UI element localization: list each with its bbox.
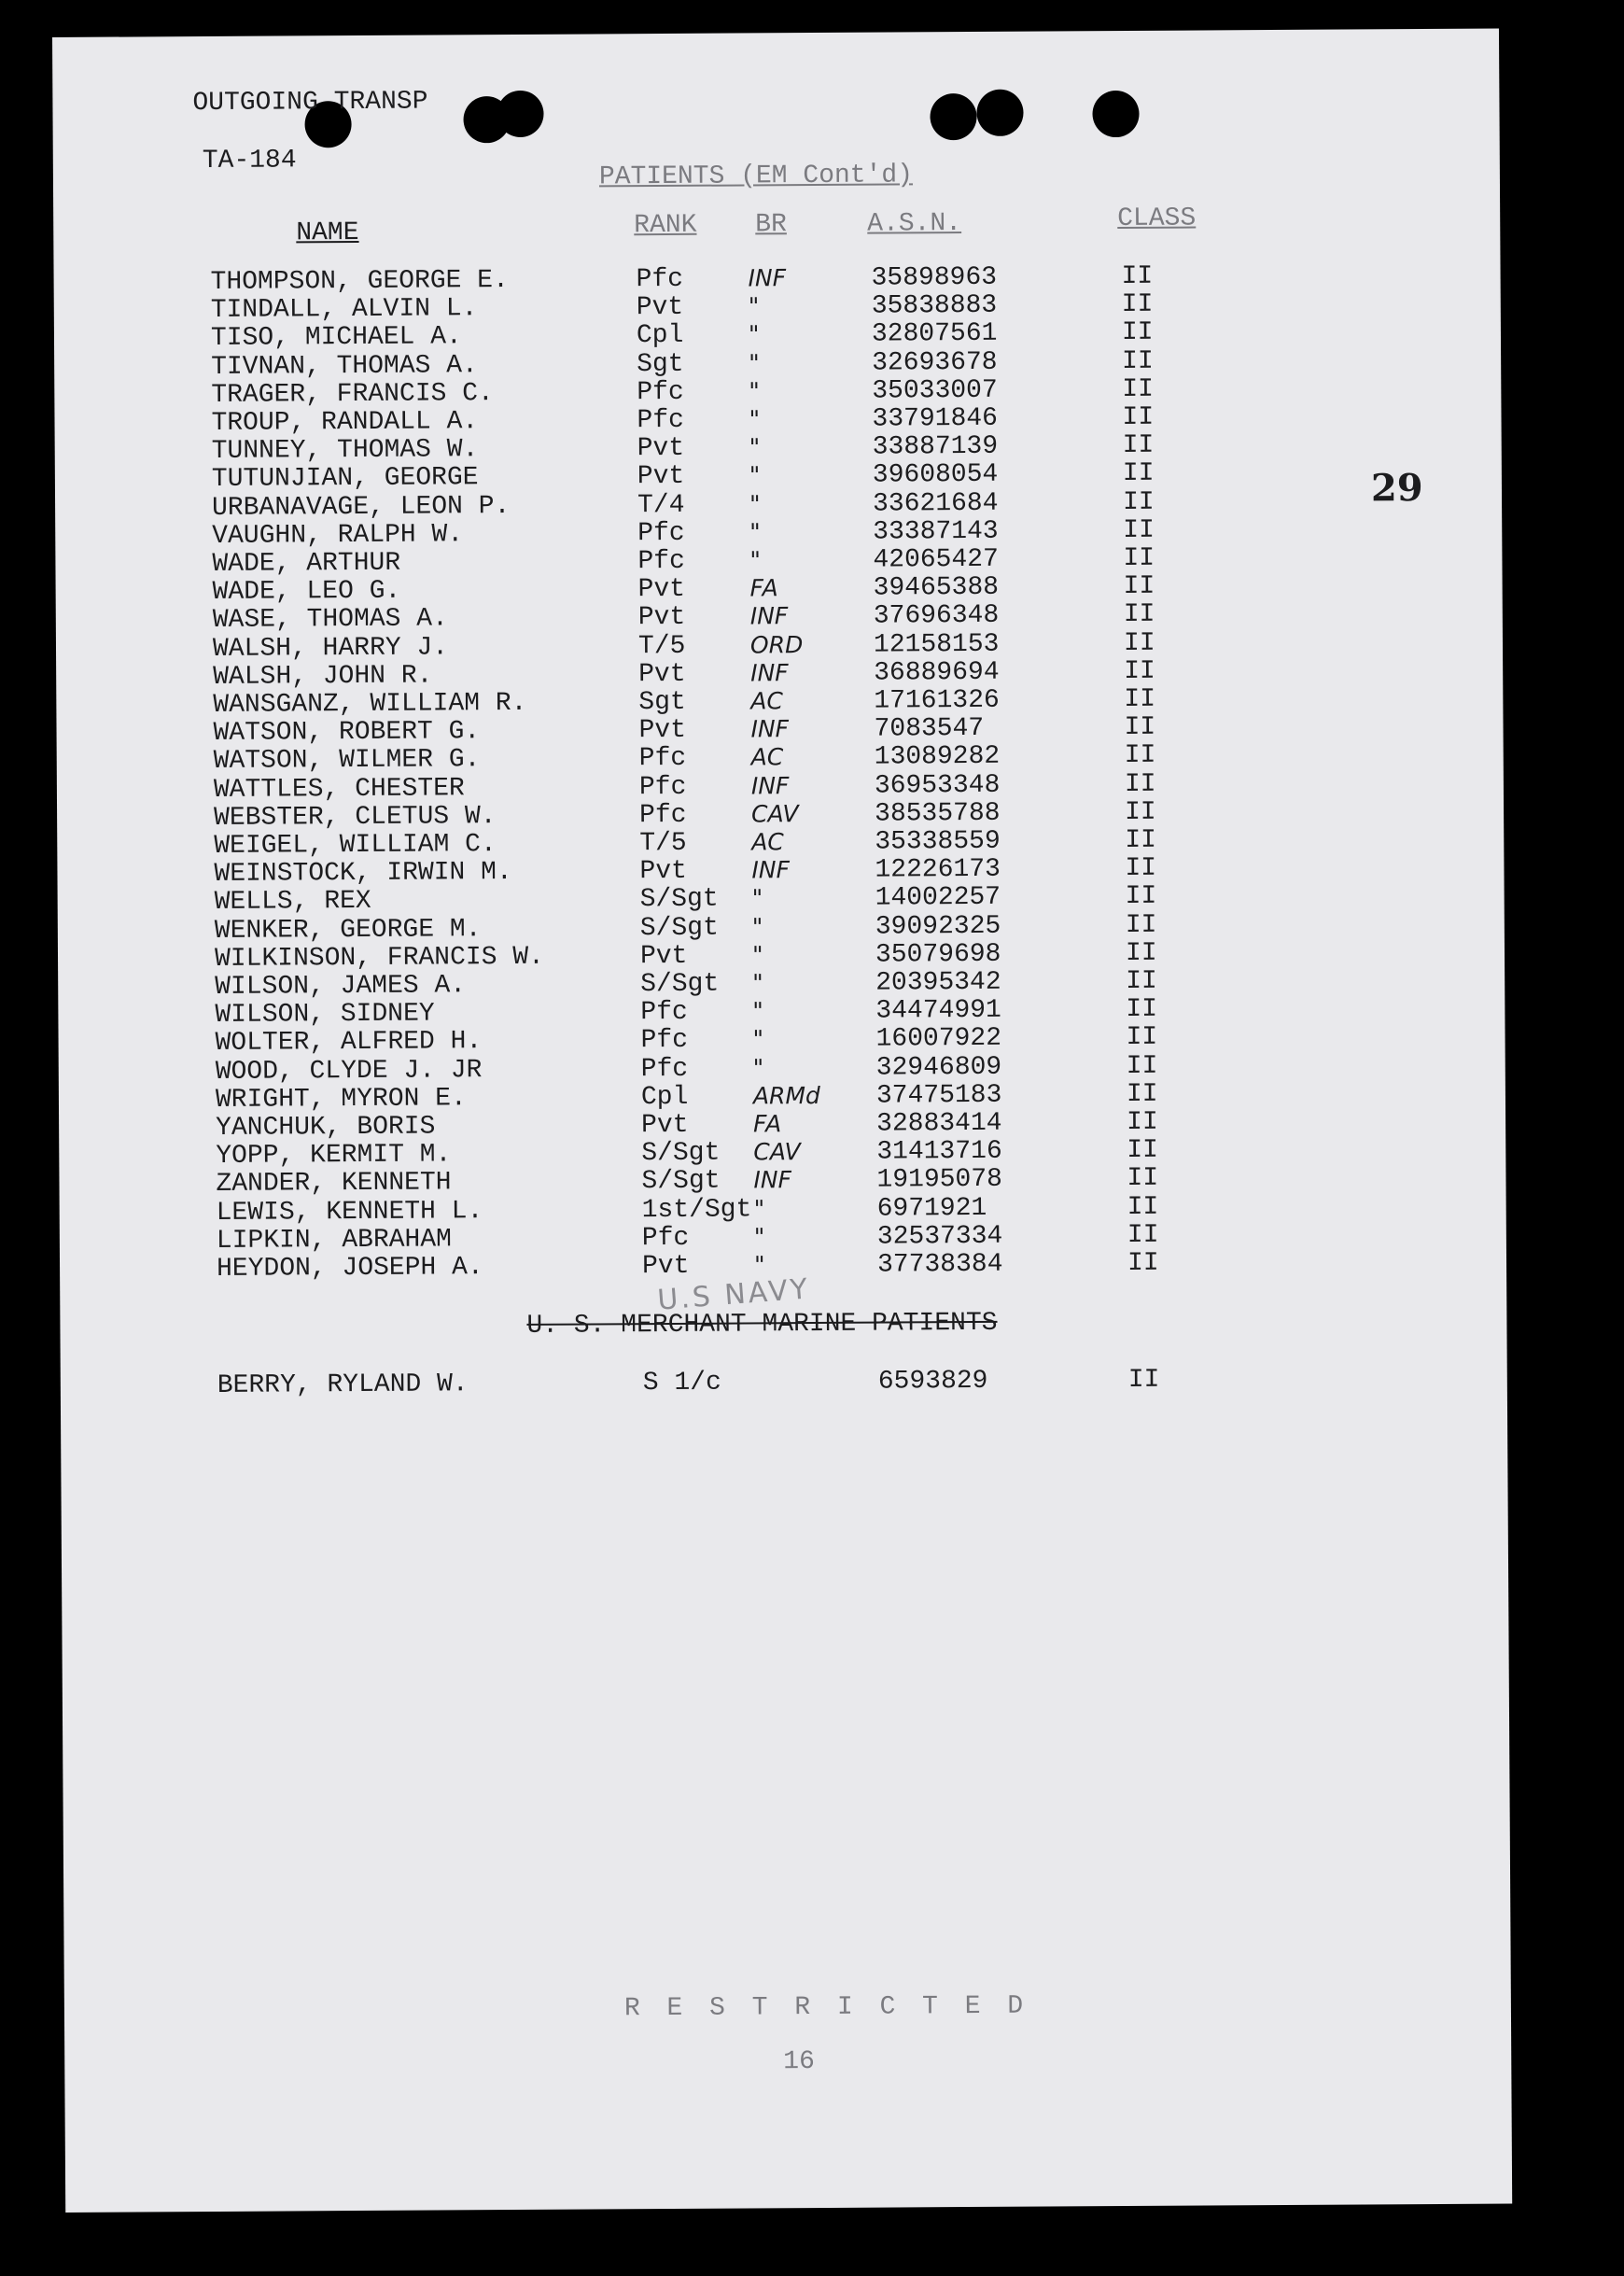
patient-asn: 33887139 — [872, 432, 999, 462]
punch-hole — [1092, 91, 1139, 137]
patient-name: WELLS, REX — [214, 887, 371, 918]
patient-class: II — [1127, 1107, 1158, 1137]
patient-class: II — [1127, 1220, 1159, 1250]
patient-class: II — [1126, 966, 1157, 996]
patient-name: TROUP, RANDALL A. — [211, 407, 479, 438]
patient-class: II — [1125, 938, 1157, 968]
patient-class: II — [1124, 769, 1156, 799]
patient-rank: Pvt — [639, 941, 688, 971]
patient-name: ZANDER, KENNETH — [216, 1168, 452, 1200]
patient-class: II — [1123, 628, 1155, 658]
patient-branch: INF — [750, 771, 790, 800]
patient-asn: 16007922 — [875, 1024, 1002, 1055]
patient-rank: Pvt — [641, 1251, 690, 1282]
patient-name: TRAGER, FRANCIS C. — [211, 378, 494, 410]
patient-class: II — [1126, 994, 1158, 1025]
patient-branch: CAV — [753, 1138, 801, 1166]
column-header-class: CLASS — [1117, 204, 1197, 234]
patient-asn: 34474991 — [875, 995, 1001, 1026]
table-row — [61, 1364, 1461, 1400]
patient-branch: " — [749, 489, 761, 518]
patient-name: WEBSTER, CLETUS W. — [214, 801, 497, 833]
patient-name: WOLTER, ALFRED H. — [215, 1027, 483, 1059]
patient-rank: Cpl — [640, 1082, 689, 1112]
patient-name: TIVNAN, THOMAS A. — [211, 350, 478, 382]
patient-asn: 37475183 — [875, 1080, 1002, 1111]
patient-name: WENKER, GEORGE M. — [214, 914, 482, 946]
patient-branch: INF — [748, 264, 787, 292]
patient-asn: 42065427 — [873, 544, 999, 575]
patient-class: II — [1124, 741, 1156, 771]
patient-asn: 37738384 — [876, 1249, 1003, 1280]
patient-class: II — [1121, 289, 1154, 320]
patient-asn: 12158153 — [873, 629, 1000, 660]
column-header-name: NAME — [296, 218, 359, 248]
patient-name: WILSON, JAMES A. — [215, 971, 467, 1002]
patient-class: II — [1127, 1248, 1159, 1278]
patient-branch: " — [752, 969, 763, 997]
patient-class: II — [1124, 656, 1155, 686]
patient-rank: Pfc — [637, 518, 685, 548]
patient-rank: Pvt — [637, 434, 685, 464]
patient-rank: T/5 — [639, 828, 687, 859]
patient-name: BERRY, RYLAND W. — [217, 1370, 469, 1400]
patient-branch: FA — [749, 574, 778, 602]
patient-asn: 35338559 — [875, 826, 1001, 857]
patient-rank: Pfc — [641, 1223, 690, 1253]
patient-rank: Pvt — [637, 603, 686, 633]
patient-branch: ORD — [749, 630, 804, 659]
patient-name: URBANAVAGE, LEON P. — [211, 491, 511, 523]
patient-asn: 35898963 — [871, 262, 998, 293]
patient-asn: 13089282 — [874, 742, 1001, 773]
patient-name: WALSH, JOHN R. — [213, 661, 433, 692]
patient-branch: " — [752, 997, 763, 1025]
patient-asn: 32537334 — [876, 1221, 1003, 1252]
patient-branch: INF — [750, 715, 790, 743]
patient-branch: " — [748, 292, 760, 320]
patient-class: II — [1123, 543, 1155, 574]
patient-rank: S/Sgt — [641, 1138, 721, 1169]
patient-name: TUNNEY, THOMAS W. — [211, 435, 479, 467]
patient-name: LIPKIN, ABRAHAM — [216, 1225, 453, 1256]
patient-class: II — [1127, 1164, 1159, 1194]
patient-class: II — [1126, 1023, 1158, 1053]
transport-code: TA-184 — [202, 146, 297, 176]
patient-asn: 14002257 — [875, 883, 1001, 914]
section-heading-merchant-marine: U. S. MERCHANT MARINE PATIENTS — [526, 1308, 998, 1341]
patient-asn: 20395342 — [875, 967, 1001, 998]
patient-branch: " — [749, 518, 761, 546]
patient-rank: Cpl — [636, 321, 684, 351]
patient-asn: 7083547 — [874, 714, 985, 744]
patient-name: WILSON, SIDNEY — [215, 999, 435, 1031]
patient-rank: Sgt — [637, 349, 684, 379]
patient-asn: 33791846 — [872, 403, 999, 434]
patient-rank: Pvt — [637, 575, 686, 605]
patient-branch: " — [748, 320, 760, 348]
punch-hole — [976, 90, 1023, 136]
patient-branch: " — [749, 405, 761, 433]
patient-branch: " — [753, 1194, 765, 1223]
patient-name: WEINSTOCK, IRWIN M. — [214, 858, 512, 890]
patient-asn: 6971921 — [876, 1193, 987, 1224]
patient-rank: T/5 — [637, 631, 686, 661]
patient-branch: " — [753, 1251, 765, 1279]
patient-asn: 32693678 — [872, 347, 998, 378]
patient-class: II — [1123, 600, 1155, 630]
patient-rank: Pvt — [639, 857, 687, 887]
patient-name: WADE, LEO G. — [212, 576, 401, 608]
patient-asn: 35838883 — [871, 291, 998, 321]
patient-rank: Sgt — [638, 687, 686, 718]
patient-class: II — [1122, 374, 1155, 404]
column-header-rank: RANK — [634, 210, 697, 241]
patient-branch: AC — [750, 687, 784, 715]
patient-branch: AC — [751, 828, 784, 856]
patient-asn: 35033007 — [872, 375, 998, 406]
patient-class: II — [1125, 910, 1157, 940]
patient-name: THOMPSON, GEORGE E. — [210, 266, 509, 297]
punch-hole — [497, 91, 543, 137]
patient-asn: 6593829 — [877, 1366, 988, 1397]
patient-class: II — [1123, 515, 1155, 545]
patient-class: II — [1122, 430, 1155, 461]
patient-rank: S/Sgt — [639, 913, 719, 943]
patient-class: II — [1125, 882, 1157, 912]
patient-asn: 31413716 — [876, 1136, 1002, 1167]
patient-name: VAUGHN, RALPH W. — [212, 520, 464, 551]
patient-branch: ARMd — [752, 1081, 820, 1110]
patient-name: WATTLES, CHESTER — [213, 773, 465, 805]
patient-branch: " — [751, 941, 763, 969]
patient-rank: Pfc — [639, 800, 687, 830]
patient-asn: 33621684 — [872, 488, 999, 519]
patient-asn: 36953348 — [874, 770, 1001, 801]
patient-class: II — [1124, 797, 1156, 827]
patient-rank: Pfc — [640, 1054, 689, 1084]
patient-class: II — [1122, 459, 1155, 489]
patient-rank: Pvt — [637, 462, 685, 492]
patient-rank: S 1/c — [642, 1368, 721, 1398]
patient-asn: 35079698 — [875, 939, 1001, 970]
patient-class: II — [1127, 1135, 1159, 1166]
patient-rank: Pvt — [638, 716, 687, 746]
patient-rank: Pfc — [640, 1026, 689, 1056]
patient-name: HEYDON, JOSEPH A. — [216, 1253, 483, 1284]
patient-rank: Pfc — [636, 264, 684, 295]
classification-stamp: R E S T R I C T E D — [623, 1991, 1029, 2024]
patient-branch: INF — [753, 1166, 792, 1194]
patient-branch: FA — [753, 1110, 782, 1138]
patient-name: WEIGEL, WILLIAM C. — [214, 830, 497, 861]
patient-name: YANCHUK, BORIS — [216, 1112, 436, 1143]
patient-name: WADE, ARTHUR — [212, 548, 401, 579]
patient-branch: " — [753, 1223, 765, 1251]
column-header-branch: BR — [755, 210, 787, 240]
patient-rank: Pvt — [641, 1110, 689, 1141]
patient-rank: S/Sgt — [640, 969, 720, 1000]
patient-branch: " — [752, 1025, 764, 1053]
patient-rank: Pvt — [636, 293, 684, 323]
patient-class: II — [1121, 318, 1154, 348]
patient-asn: 17161326 — [874, 685, 1000, 716]
patient-rank: 1st/Sgt — [641, 1195, 752, 1225]
page-number: 16 — [783, 2047, 815, 2077]
patient-branch: " — [749, 377, 760, 405]
patient-name: TISO, MICHAEL A. — [210, 322, 462, 354]
patient-class: II — [1127, 1192, 1159, 1222]
patient-class: II — [1127, 1365, 1160, 1395]
punch-hole — [930, 93, 976, 140]
patient-asn: 33387143 — [873, 516, 999, 547]
patient-rank: Pfc — [637, 546, 685, 577]
patient-asn: 38535788 — [875, 798, 1001, 829]
document-page — [52, 29, 1512, 2213]
patient-rank: S/Sgt — [639, 885, 719, 915]
patient-rank: Pfc — [638, 772, 687, 802]
patient-class: II — [1124, 712, 1156, 743]
patient-name: LEWIS, KENNETH L. — [216, 1196, 483, 1228]
patient-name: TINDALL, ALVIN L. — [210, 294, 478, 326]
patient-branch: INF — [751, 856, 791, 884]
patient-class: II — [1124, 684, 1156, 714]
patient-name: WASE, THOMAS A. — [212, 604, 448, 636]
patient-branch: " — [749, 348, 760, 377]
patient-asn: 12226173 — [875, 854, 1001, 885]
patient-branch: " — [749, 546, 762, 574]
patient-branch: " — [752, 1053, 764, 1082]
patient-branch: " — [751, 912, 763, 941]
patient-name: WATSON, WILMER G. — [213, 745, 481, 777]
patient-class: II — [1122, 402, 1155, 433]
patient-branch: CAV — [751, 799, 799, 828]
patient-rank: Pvt — [638, 659, 686, 689]
patient-asn: 32883414 — [876, 1108, 1002, 1139]
patient-name: WRIGHT, MYRON E. — [215, 1084, 467, 1115]
section-heading: PATIENTS (EM Cont'd) — [598, 161, 914, 192]
patient-branch: AC — [750, 743, 784, 771]
page-mark: 29 — [1370, 466, 1423, 511]
patient-rank: Pfc — [638, 744, 687, 774]
patient-class: II — [1123, 571, 1155, 602]
patient-asn: 19195078 — [876, 1165, 1003, 1196]
patient-class: II — [1126, 1079, 1158, 1109]
patient-rank: Pfc — [637, 377, 684, 407]
patient-name: WOOD, CLYDE J. JR — [215, 1055, 483, 1087]
patient-class: II — [1121, 261, 1154, 292]
patient-asn: 36889694 — [874, 657, 1000, 688]
patient-name: WANSGANZ, WILLIAM R. — [213, 688, 527, 720]
patient-branch: INF — [750, 658, 789, 687]
patient-class: II — [1122, 346, 1154, 376]
patient-asn: 32946809 — [875, 1052, 1002, 1083]
patient-branch: " — [749, 433, 761, 461]
patient-rank: Pfc — [637, 405, 685, 436]
patient-rank: Pfc — [640, 998, 688, 1028]
patient-rank: S/Sgt — [641, 1167, 721, 1197]
patient-asn: 39608054 — [872, 460, 999, 491]
column-header-asn: A.S.N. — [867, 209, 962, 239]
patient-name: YOPP, KERMIT M. — [216, 1140, 452, 1172]
patient-class: II — [1122, 487, 1155, 517]
patient-asn: 39092325 — [875, 911, 1001, 942]
patient-class: II — [1125, 853, 1157, 884]
patient-branch: INF — [749, 602, 789, 630]
patient-asn: 39465388 — [873, 573, 1000, 603]
document-title: OUTGOING TRANSP — [192, 87, 428, 119]
patient-name: TUTUNJIAN, GEORGE — [211, 463, 479, 495]
patient-branch: " — [751, 884, 763, 912]
patient-name: WALSH, HARRY J. — [212, 633, 449, 664]
patient-branch: " — [749, 461, 761, 489]
patient-name: WILKINSON, FRANCIS W. — [214, 942, 544, 974]
patient-name: WATSON, ROBERT G. — [213, 717, 481, 749]
patient-class: II — [1125, 825, 1156, 855]
handwritten-annotation: U.S NAVY — [656, 1272, 812, 1317]
patient-rank: T/4 — [637, 490, 685, 520]
patient-class: II — [1126, 1051, 1158, 1081]
patient-asn: 37696348 — [873, 601, 1000, 632]
patient-asn: 32807561 — [871, 319, 998, 350]
